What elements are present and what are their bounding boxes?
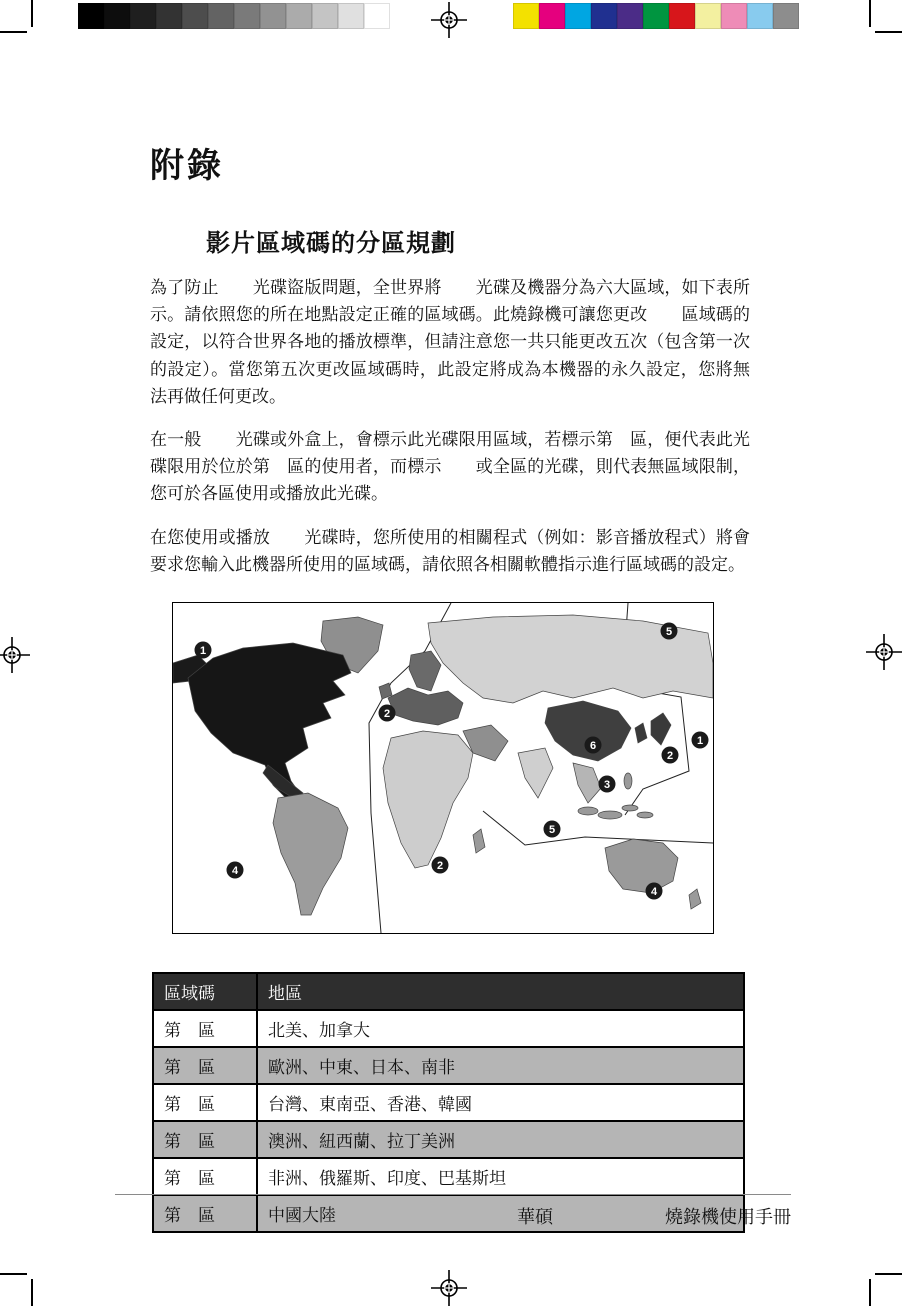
region-code-cell: 第 區 bbox=[153, 1195, 257, 1232]
grayscale-swatch bbox=[130, 3, 156, 29]
grayscale-swatch bbox=[260, 3, 286, 29]
region-area-cell: 非洲、俄羅斯、印度、巴基斯坦 bbox=[257, 1158, 744, 1195]
color-swatch bbox=[669, 3, 695, 29]
table-row bbox=[153, 1121, 744, 1158]
region-area-cell: 澳洲、紐西蘭、拉丁美洲 bbox=[257, 1121, 744, 1158]
registration-mark bbox=[431, 2, 467, 38]
region-badge-number: 4 bbox=[650, 885, 658, 898]
crop-mark bbox=[0, 1273, 27, 1275]
crop-mark bbox=[869, 0, 871, 27]
table-row bbox=[153, 1047, 744, 1084]
region-badge-number: 5 bbox=[548, 823, 556, 836]
region-badge-number: 5 bbox=[665, 625, 673, 638]
crop-mark bbox=[31, 1279, 33, 1306]
region-code-cell: 第 區 bbox=[153, 1047, 257, 1084]
registration-mark bbox=[0, 637, 30, 673]
crop-mark bbox=[875, 1273, 902, 1275]
page-title: 附錄 bbox=[150, 147, 224, 185]
region-badge-number: 2 bbox=[383, 707, 391, 720]
grayscale-swatch bbox=[78, 3, 104, 29]
color-swatch bbox=[513, 3, 539, 29]
page-content bbox=[150, 138, 750, 1233]
region-area-cell: 台灣、東南亞、香港、韓國 bbox=[257, 1084, 744, 1121]
registration-mark bbox=[866, 634, 902, 670]
color-swatch bbox=[747, 3, 773, 29]
region-code-cell: 第 區 bbox=[153, 1121, 257, 1158]
region-badge-number: 2 bbox=[436, 859, 444, 872]
crop-mark bbox=[875, 31, 902, 33]
color-swatch bbox=[617, 3, 643, 29]
body-paragraph: 為了防止 光碟盜版問題，全世界將 光碟及機器分為六大區域，如下表所示。請依照您的所在地點設定正確的區域碼。此燒錄機可讓您更改 區域碼的設定，以符合世界各地的播放標準，但請注意您一共只能更改五次（包含第一次的設定）。當您第五次更改區域碼時，此設定將成為本機器的永久設定，您將無法再做任何更改。 bbox=[150, 278, 750, 406]
color-swatch bbox=[773, 3, 799, 29]
crop-mark bbox=[869, 1279, 871, 1306]
footer-manual-title: 燒錄機使用手冊 bbox=[665, 1207, 791, 1227]
region-badge-number: 2 bbox=[666, 749, 674, 762]
region-table-body bbox=[153, 1010, 744, 1232]
grayscale-swatch bbox=[208, 3, 234, 29]
section-title: 影片區域碼的分區規劃 bbox=[206, 230, 456, 257]
region-map-figure bbox=[172, 602, 714, 934]
color-bar bbox=[513, 3, 799, 29]
table-row bbox=[153, 1084, 744, 1121]
color-swatch bbox=[539, 3, 565, 29]
color-swatch bbox=[695, 3, 721, 29]
color-swatch bbox=[643, 3, 669, 29]
crop-mark bbox=[31, 0, 33, 27]
world-map bbox=[173, 603, 713, 933]
grayscale-swatch bbox=[156, 3, 182, 29]
grayscale-bar bbox=[78, 3, 390, 29]
region-code-cell: 第 區 bbox=[153, 1158, 257, 1195]
footer-rule bbox=[115, 1194, 791, 1195]
table-row bbox=[153, 1158, 744, 1195]
table-header-row bbox=[153, 973, 744, 1010]
region-badge-number: 1 bbox=[696, 734, 704, 747]
region-area-cell: 歐洲、中東、日本、南非 bbox=[257, 1047, 744, 1084]
grayscale-swatch bbox=[182, 3, 208, 29]
grayscale-swatch bbox=[286, 3, 312, 29]
grayscale-swatch bbox=[312, 3, 338, 29]
color-swatch bbox=[591, 3, 617, 29]
header-region-area: 地區 bbox=[257, 973, 744, 1010]
table-row bbox=[153, 1010, 744, 1047]
grayscale-swatch bbox=[234, 3, 260, 29]
page-footer bbox=[115, 1203, 791, 1229]
region-code-cell: 第 區 bbox=[153, 1084, 257, 1121]
region-area-cell: 中國大陸 bbox=[257, 1195, 744, 1232]
region-badge-number: 3 bbox=[603, 778, 611, 791]
header-region-code: 區域碼 bbox=[153, 973, 257, 1010]
region-badge-number: 1 bbox=[199, 644, 207, 657]
color-swatch bbox=[565, 3, 591, 29]
grayscale-swatch bbox=[364, 3, 390, 29]
region-badge-number: 6 bbox=[589, 739, 597, 752]
body-paragraph: 在一般 光碟或外盒上，會標示此光碟限用區域，若標示第 區，便代表此光碟限用於位於第 區的使用者，而標示 或全區的光碟，則代表無區域限制，您可於各區使用或播放此光碟。 bbox=[150, 429, 750, 504]
region-code-cell: 第 區 bbox=[153, 1010, 257, 1047]
region-area-cell: 北美、加拿大 bbox=[257, 1010, 744, 1047]
registration-mark bbox=[431, 1270, 467, 1306]
crop-mark bbox=[0, 31, 27, 33]
color-swatch bbox=[721, 3, 747, 29]
footer-brand: 華碩 bbox=[517, 1207, 553, 1227]
grayscale-swatch bbox=[338, 3, 364, 29]
body-paragraph: 在您使用或播放 光碟時，您所使用的相關程式（例如：影音播放程式）將會要求您輸入此機器所使用的區域碼，請依照各相關軟體指示進行區域碼的設定。 bbox=[150, 527, 750, 574]
grayscale-swatch bbox=[104, 3, 130, 29]
region-badge-number: 4 bbox=[231, 864, 239, 877]
